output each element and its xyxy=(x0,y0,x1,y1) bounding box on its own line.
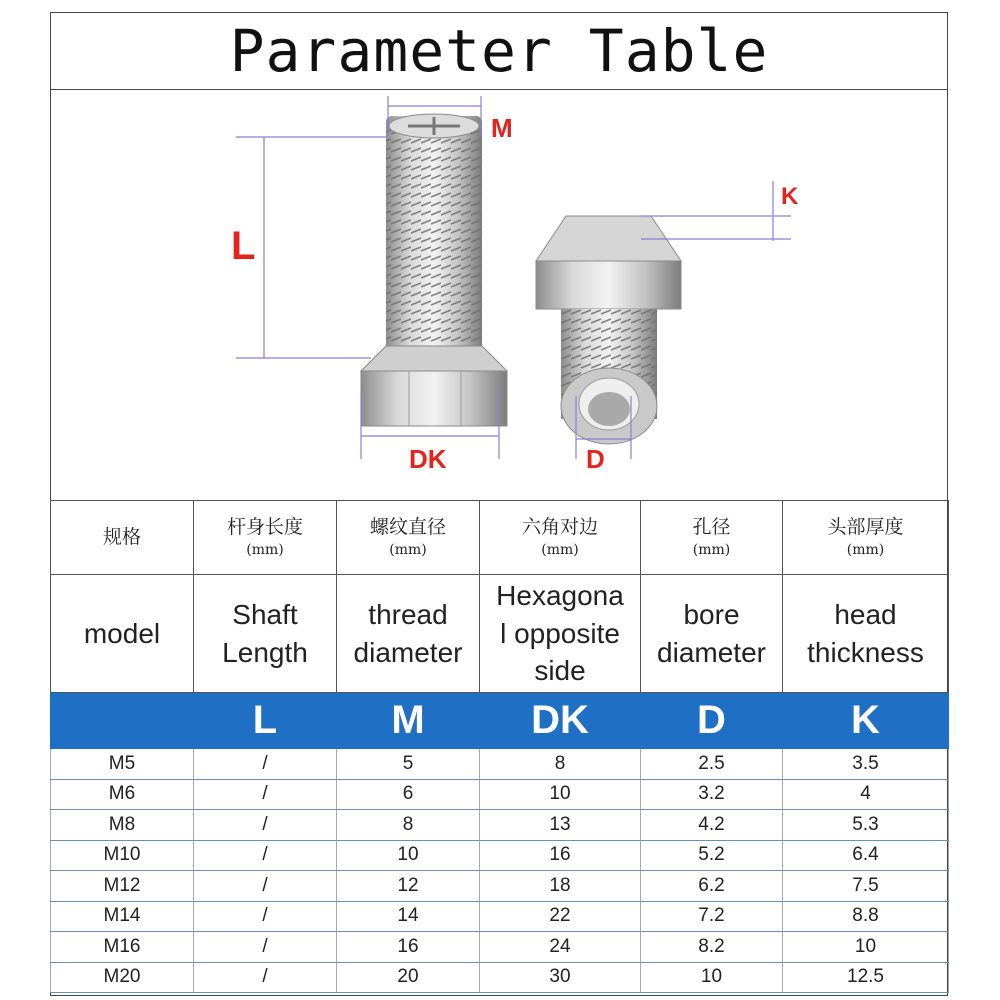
header-cn-cell xyxy=(51,501,194,575)
table-cell: / xyxy=(194,779,337,810)
table-cell: 6 xyxy=(337,779,480,810)
header-cn-unit: (mm) xyxy=(846,541,885,558)
header-row-en xyxy=(51,575,949,693)
table-cell: 16 xyxy=(337,932,480,963)
dimension-lines xyxy=(236,96,791,459)
table-row xyxy=(51,840,949,871)
table-cell: / xyxy=(194,749,337,780)
table-cell: 7.2 xyxy=(641,901,783,932)
table-cell: 24 xyxy=(480,932,641,963)
table-cell: 4.2 xyxy=(641,810,783,841)
header-en-line: thread xyxy=(368,598,448,630)
header-cn-unit: (mm) xyxy=(692,541,731,558)
header-en-line: side xyxy=(534,655,586,687)
table-cell: M8 xyxy=(51,810,194,841)
header-cn-cell xyxy=(337,501,480,575)
header-row-cn xyxy=(51,501,949,575)
table-cell: 12.5 xyxy=(783,962,949,993)
header-en-line: Hexagona xyxy=(496,579,624,611)
table-row xyxy=(51,810,949,841)
table-cell: M12 xyxy=(51,871,194,902)
symbol-cell: DK xyxy=(480,693,641,749)
table-cell: / xyxy=(194,901,337,932)
table-cell: 6.4 xyxy=(783,840,949,871)
label-D: D xyxy=(586,444,605,474)
header-cn-label: 螺纹直径 xyxy=(369,516,446,539)
header-cn-unit: (mm) xyxy=(389,541,427,558)
label-K: K xyxy=(781,183,799,210)
table-cell: / xyxy=(194,871,337,902)
header-cn-cell xyxy=(194,501,337,575)
header-en-cell xyxy=(337,575,480,693)
table-row xyxy=(51,901,949,932)
header-en-line: thickness xyxy=(807,636,924,668)
table-cell: 4 xyxy=(783,779,949,810)
table-cell: 5.2 xyxy=(641,840,783,871)
symbol-cell: M xyxy=(337,693,480,749)
header-en-line: Shaft xyxy=(232,598,298,630)
header-cn-unit: (mm) xyxy=(541,541,579,558)
table-row xyxy=(51,932,949,963)
table-cell: 10 xyxy=(480,779,641,810)
table-cell: 8.2 xyxy=(641,932,783,963)
bolt-dimension-diagram xyxy=(51,91,947,500)
table-cell: M20 xyxy=(51,962,194,993)
table-cell: / xyxy=(194,962,337,993)
table-cell: 8 xyxy=(480,749,641,780)
header-cn-label: 杆身长度 xyxy=(226,516,303,539)
header-cn-cell xyxy=(480,501,641,575)
symbol-cell xyxy=(51,693,194,749)
header-en-cell xyxy=(783,575,949,693)
table-cell: 5.3 xyxy=(783,810,949,841)
table-cell: 8.8 xyxy=(783,901,949,932)
table-cell: 18 xyxy=(480,871,641,902)
table-cell: M5 xyxy=(51,749,194,780)
symbol-cell: L xyxy=(194,693,337,749)
table-cell: 13 xyxy=(480,810,641,841)
table-cell: 10 xyxy=(641,962,783,993)
header-en-line: head xyxy=(834,598,897,630)
header-cn-cell xyxy=(783,501,949,575)
label-M: M xyxy=(491,113,513,143)
header-en-cell xyxy=(194,575,337,693)
header-cn-cell xyxy=(641,501,783,575)
header-en-line: diameter xyxy=(657,636,766,668)
table-cell: 10 xyxy=(783,932,949,963)
table-row xyxy=(51,962,949,993)
table-cell: M6 xyxy=(51,779,194,810)
table-cell: 7.5 xyxy=(783,871,949,902)
bolt-hollow-view xyxy=(536,216,681,444)
header-cn-label: 六角对边 xyxy=(521,516,598,539)
table-cell: M16 xyxy=(51,932,194,963)
table-row xyxy=(51,749,949,780)
symbol-row xyxy=(51,693,949,749)
page-title: Parameter Table xyxy=(50,12,948,90)
bolt-side-view xyxy=(361,114,507,426)
label-DK: DK xyxy=(409,444,447,474)
header-en-line: Length xyxy=(222,636,308,668)
table-cell: 5 xyxy=(337,749,480,780)
table-cell: M14 xyxy=(51,901,194,932)
header-en-cell xyxy=(641,575,783,693)
table-row xyxy=(51,779,949,810)
table-cell: 3.5 xyxy=(783,749,949,780)
table-cell: 14 xyxy=(337,901,480,932)
table-cell: 20 xyxy=(337,962,480,993)
table-cell: / xyxy=(194,932,337,963)
header-cn-unit: (mm) xyxy=(246,541,284,558)
symbol-cell: D xyxy=(641,693,783,749)
symbol-cell: K xyxy=(783,693,949,749)
parameter-table xyxy=(50,500,949,993)
header-cn-label: 头部厚度 xyxy=(827,516,904,539)
table-cell: / xyxy=(194,810,337,841)
table-cell: 3.2 xyxy=(641,779,783,810)
label-L: L xyxy=(231,224,256,268)
table-cell: 30 xyxy=(480,962,641,993)
table-cell: 22 xyxy=(480,901,641,932)
header-en-line: bore xyxy=(683,598,740,630)
header-en-cell xyxy=(51,575,194,693)
header-en-line: l opposite xyxy=(500,617,620,649)
header-en-line: model xyxy=(83,617,161,649)
header-en-line: diameter xyxy=(353,636,463,668)
header-cn-label: 孔径 xyxy=(692,516,731,539)
table-cell: 16 xyxy=(480,840,641,871)
header-en-cell xyxy=(480,575,641,693)
table-cell: / xyxy=(194,840,337,871)
header-cn-label: 规格 xyxy=(102,525,141,548)
table-cell: 12 xyxy=(337,871,480,902)
table-cell: 2.5 xyxy=(641,749,783,780)
table-cell: 8 xyxy=(337,810,480,841)
table-cell: M10 xyxy=(51,840,194,871)
table-cell: 10 xyxy=(337,840,480,871)
table-row xyxy=(51,871,949,902)
table-cell: 6.2 xyxy=(641,871,783,902)
